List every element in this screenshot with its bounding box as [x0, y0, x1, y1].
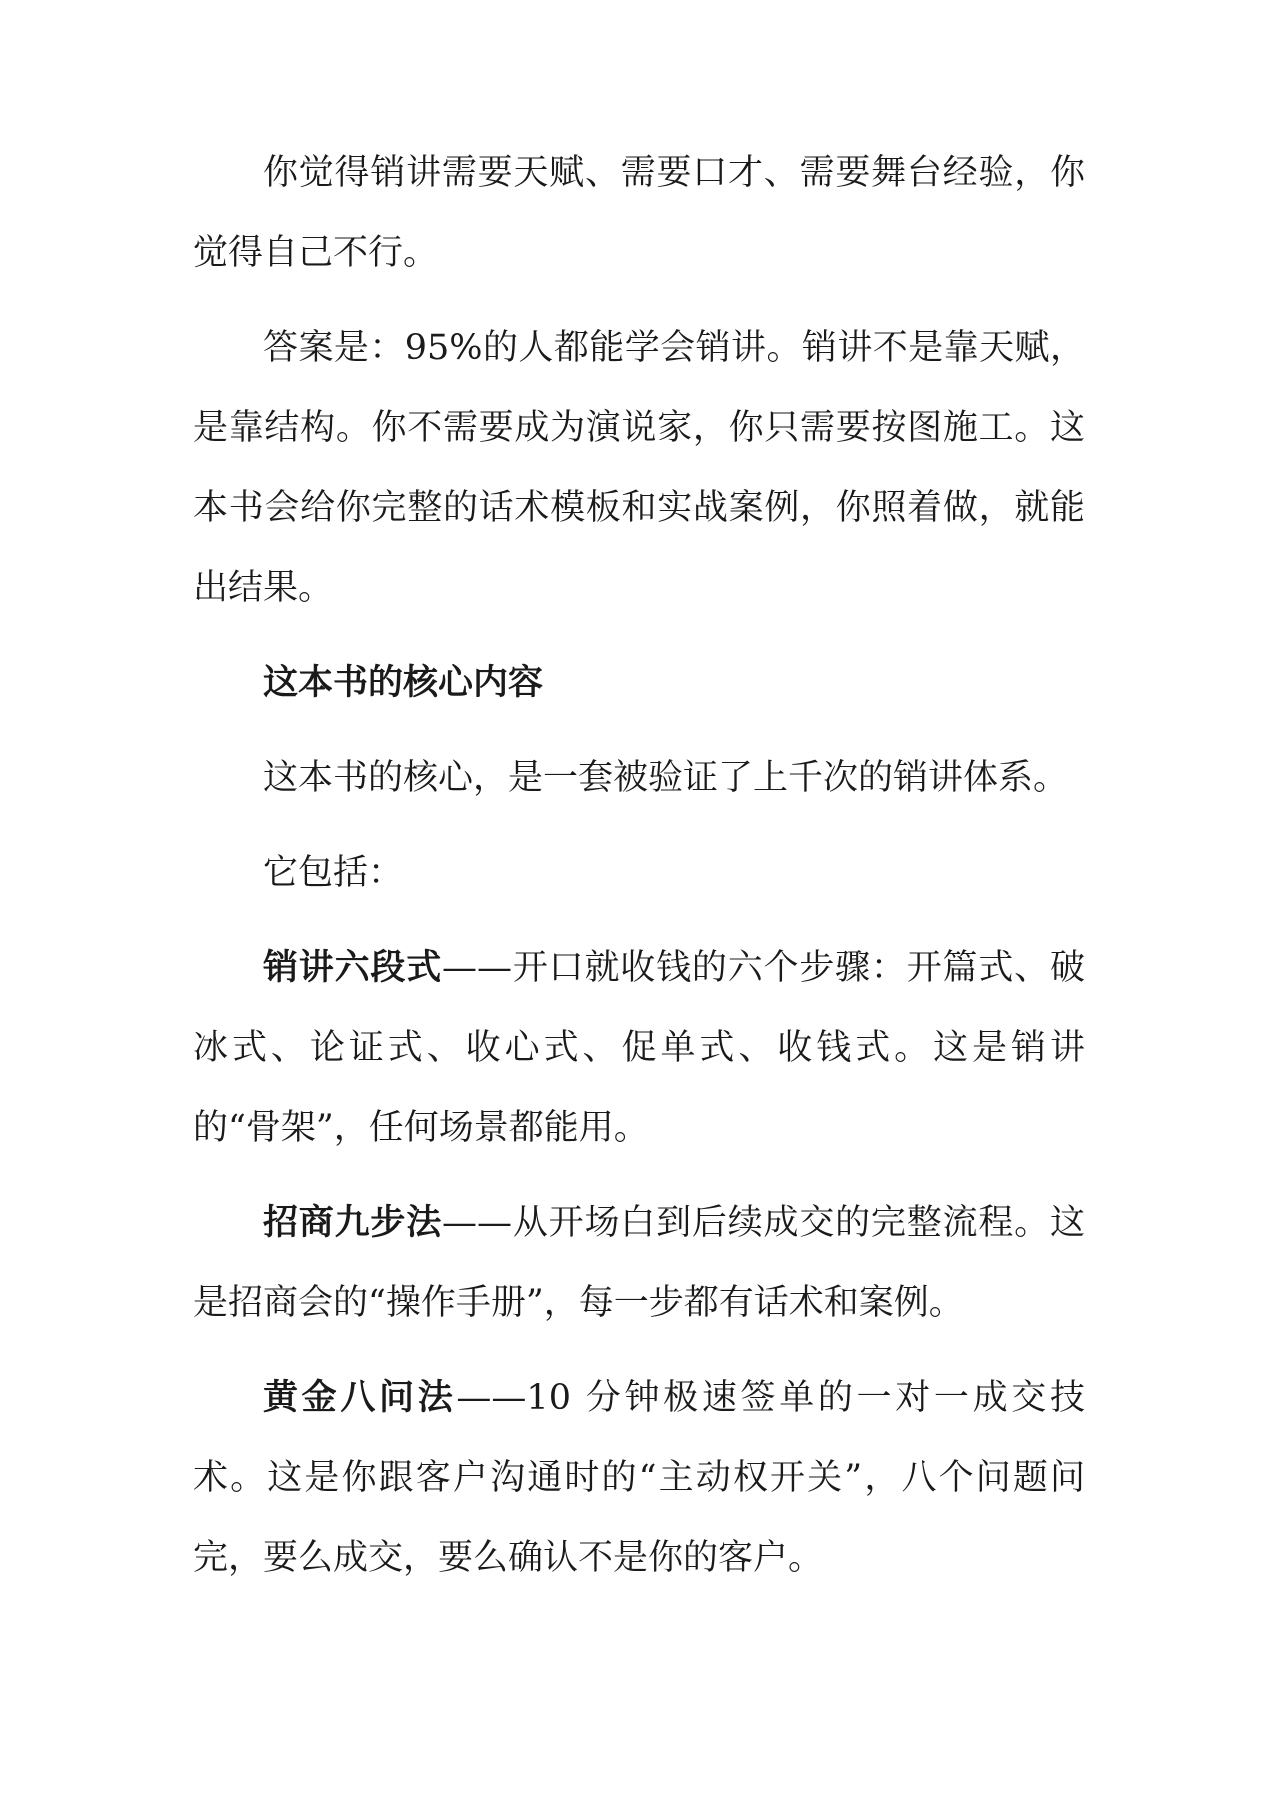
- list-item-six-step: [193, 928, 1085, 1168]
- item-text: ——10 分钟极速签单的一对一成交技术。这是你跟客户沟通时的“主动权开关”，八个问题问完，要么成交，要么确认不是你的客户。: [193, 1378, 1085, 1578]
- list-item-nine-step: [193, 1183, 1085, 1343]
- item-text: ——从开场白到后续成交的完整流程。这是招商会的“操作手册”，每一步都有话术和案例。: [193, 1203, 1085, 1323]
- paragraph-core: 这本书的核心，是一套被验证了上千次的销讲体系。: [263, 758, 1069, 798]
- section-heading: 这本书的核心内容: [263, 663, 544, 703]
- item-lead: 销讲六段式: [263, 948, 443, 988]
- item-text: ——开口就收钱的六个步骤：开篇式、破冰式、论证式、收心式、促单式、收钱式。这是销讲的“骨架”，任何场景都能用。: [193, 948, 1085, 1148]
- list-item-eight-questions: [193, 1358, 1085, 1598]
- paragraph-talent: 你觉得销讲需要天赋、需要口才、需要舞台经验，你觉得自己不行。: [193, 153, 1085, 273]
- paragraph-includes: 它包括：: [263, 853, 404, 893]
- paragraph-answer: 答案是：95%的人都能学会销讲。销讲不是靠天赋，是靠结构。你不需要成为演说家，你只需要按图施工。这本书会给你完整的话术模板和实战案例，你照着做，就能出结果。: [193, 328, 1085, 608]
- item-lead: 招商九步法: [263, 1203, 443, 1243]
- item-lead: 黄金八问法: [263, 1378, 457, 1418]
- body-text: [193, 133, 1085, 1598]
